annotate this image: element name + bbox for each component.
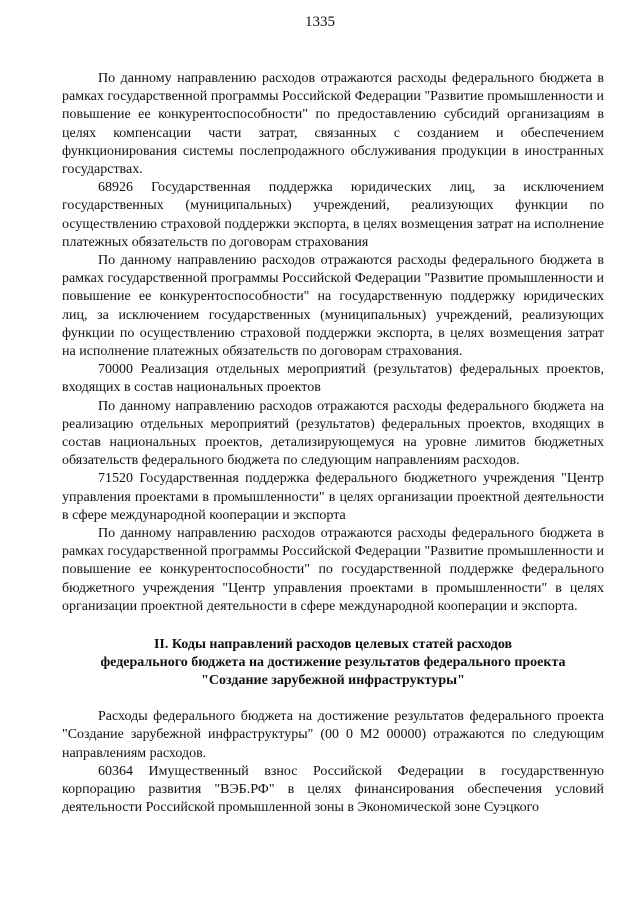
section-heading-line: "Создание зарубежной инфраструктуры" xyxy=(201,673,465,689)
paragraph: По данному направлению расходов отражаются расходы федерального бюджета в рамках государственной программы Российской Федерации "Развитие промышленности и повышение ее конкурентоспособности" по предоставлению субсидий организациям в целях компенсации части затрат, связанных с созданием и обеспечением функционирования системы послепродажного обслуживания продукции в иностранных государствах. xyxy=(62,71,604,178)
paragraph: 70000 Реализация отдельных мероприятий (результатов) федеральных проектов, входящих в состав национальных проектов xyxy=(62,362,604,396)
section-heading xyxy=(62,636,604,690)
paragraph: По данному направлению расходов отражаются расходы федерального бюджета в рамках государственной программы Российской Федерации "Развитие промышленности и повышение ее конкурентоспособности" на государственную поддержку юридических лиц, за исключением государственных (муниципальных) учреждений, реализующих функции по осуществлению страховой поддержки экспорта, в целях возмещения затрат на исполнение платежных обязательств по договорам страхования. xyxy=(62,253,604,360)
page-number: 1335 xyxy=(305,14,335,30)
paragraph: По данному направлению расходов отражаются расходы федерального бюджета в рамках государственной программы Российской Федерации "Развитие промышленности и повышение ее конкурентоспособности" по государственной поддержке федерального бюджетного учреждения "Центр управления проектами в промышленности" в целях организации проектной деятельности в сфере международной кооперации и экспорта. xyxy=(62,526,604,614)
paragraph: Расходы федерального бюджета на достижение результатов федерального проекта "Создание зарубежной инфраструктуры" (00 0 М2 00000) отражаются по следующим направлениям расходов. xyxy=(62,709,604,761)
paragraph: По данному направлению расходов отражаются расходы федерального бюджета на реализацию отдельных мероприятий (результатов) федеральных проектов, входящих в состав национальных проектов, детализирующемуся на уровне лимитов бюджетных обязательств федерального бюджета по следующим направлениям расходов. xyxy=(62,398,604,469)
paragraph: 71520 Государственная поддержка федерального бюджетного учреждения "Центр управления проектами в промышленности" в целях организации проектной деятельности в сфере международной кооперации и экспорта xyxy=(62,471,604,523)
paragraph: 60364 Имущественный взнос Российской Федерации в государственную корпорацию развития "ВЭБ.РФ" в целях финансирования обеспечения условий деятельности Российской промышленной зоны в Экономической зоне Суэцкого xyxy=(62,763,604,816)
section-heading-line: федерального бюджета на достижение результатов федерального проекта xyxy=(100,655,566,671)
section-heading-line: II. Коды направлений расходов целевых статей расходов xyxy=(153,637,513,653)
paragraph: 68926 Государственная поддержка юридических лиц, за исключением государственных (муниципальных) учреждений, реализующих функции по осуществлению страховой поддержки экспорта, в целях возмещения затрат на исполнение платежных обязательств по договорам страхования xyxy=(62,180,604,250)
document-body xyxy=(62,70,604,817)
